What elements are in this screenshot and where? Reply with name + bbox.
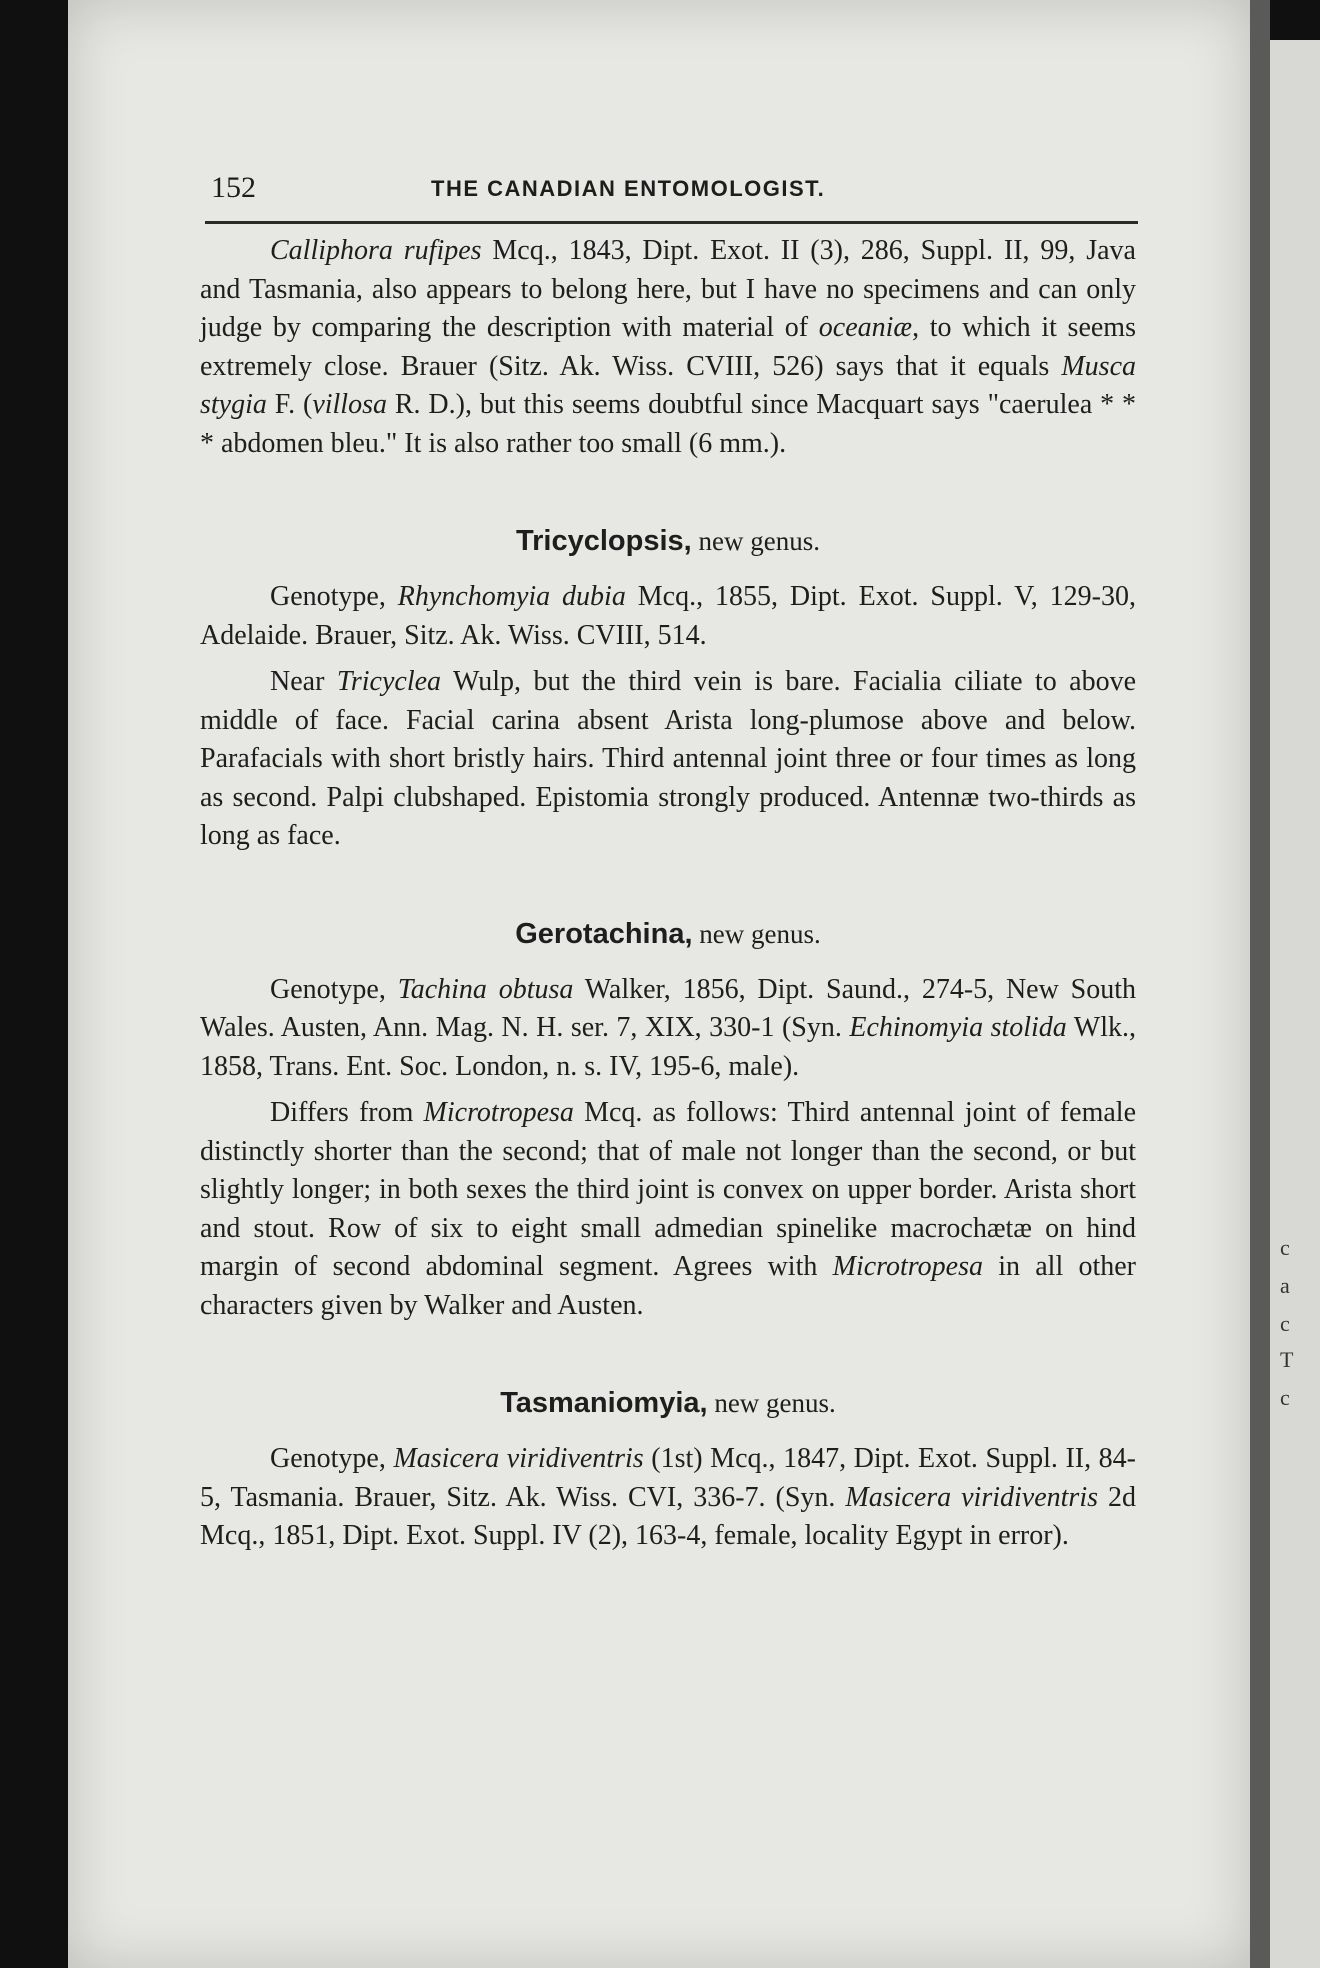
opening-paragraph: Calliphora rufipes Mcq., 1843, Dipt. Exot. II (3), 286, Suppl. II, 99, Java and Tasmania, also appears to belong here, but I have no specimens and can only judge by comparing the description with material of oceaniæ, to which it seems extremely close. Brauer (Sitz. Ak. Wiss. CVIII, 526) says that it equals Musca stygia F. (villosa R. D.), but this seems doubtful since Macquart says "caerulea * * * abdomen bleu." It is also rather too small (6 mm.).	[200, 235, 1136, 459]
header-rule	[205, 221, 1138, 224]
genotype-paragraph: Genotype, Tachina obtusa Walker, 1856, Dipt. Saund., 274-5, New South Wales. Austen, Ann. Mag. N. H. ser. 7, XIX, 330-1 (Syn. Echinomyia stolida Wlk., 1858, Trans. Ent. Soc. London, n. s. IV, 195-6, male).	[200, 973, 1137, 1082]
genus-name: Tricyclopsis,	[516, 525, 692, 557]
genus-reference: Microtropesa	[423, 1097, 574, 1128]
species-name: Masicera viridiventris	[845, 1481, 1099, 1513]
adjacent-page-fragment: T	[1280, 1347, 1294, 1372]
species-name: Rhynchomyia dubia	[397, 581, 626, 612]
adjacent-page-edge	[1270, 40, 1320, 1968]
section-heading: Gerotachina, new genus.	[515, 917, 821, 950]
species-name: Tachina obtusa	[397, 973, 574, 1005]
book-spine	[1250, 0, 1270, 1968]
species-name: Musca stygia	[200, 350, 1136, 420]
section-heading: Tasmaniomyia, new genus.	[500, 1387, 836, 1419]
page-number: 152	[211, 171, 256, 204]
adjacent-page-fragment: c	[1280, 1385, 1290, 1410]
genus-name: Gerotachina,	[515, 917, 693, 950]
genus-reference: Tricyclea	[336, 666, 442, 697]
adjacent-page-fragment: c	[1280, 1235, 1290, 1260]
species-name: villosa	[312, 389, 387, 420]
genotype-paragraph: Genotype, Rhynchomyia dubia Mcq., 1855, Dipt. Exot. Suppl. V, 129-30, Adelaide. Brauer, Sitz. Ak. Wiss. CVIII, 514.	[200, 581, 1136, 651]
page-header	[211, 171, 1137, 211]
adjacent-page-fragment: a	[1280, 1273, 1290, 1298]
running-title: THE CANADIAN ENTOMOLOGIST.	[431, 176, 826, 201]
species-name: oceaniæ	[818, 312, 913, 343]
adjacent-page-fragment: c	[1280, 1311, 1290, 1336]
page-body	[200, 232, 1136, 1556]
genus-name: Tasmaniomyia,	[500, 1387, 708, 1419]
description-paragraph: Near Tricyclea Wulp, but the third vein is bare. Facialia ciliate to above middle of face. Facial carina absent Arista long-plumose above and below. Parafacials with short bristly hairs. Third antennal joint three or four times as long as second. Palpi clubshaped. Epistomia strongly produced. Antennæ two-thirds as long as face.	[200, 666, 1136, 851]
section-heading: Tricyclopsis, new genus.	[516, 525, 820, 557]
genotype-paragraph: Genotype, Masicera viridiventris (1st) Mcq., 1847, Dipt. Exot. Suppl. II, 84-5, Tasmania. Brauer, Sitz. Ak. Wiss. CVI, 336-7. (Syn. Masicera viridiventris 2d Mcq., 1851, Dipt. Exot. Suppl. IV (2), 163-4, female, locality Egypt in error).	[200, 1443, 1137, 1551]
species-name: Echinomyia stolida	[849, 1012, 1067, 1043]
description-paragraph: Differs from Microtropesa Mcq. as follows: Third antennal joint of female distinctly shorter than the second; that of male not longer than the second, or but slightly longer; in both sexes the third joint is convex on upper border. Arista short and stout. Row of six to eight small admedian spinelike macrochætæ on hind margin of second abdominal segment. Agrees with Microtropesa in all other characters given by Walker and Austen.	[200, 1097, 1137, 1321]
genus-reference: Microtropesa	[832, 1251, 983, 1282]
species-name: Calliphora rufipes	[270, 235, 482, 266]
species-name: Masicera viridiventris	[393, 1443, 644, 1474]
